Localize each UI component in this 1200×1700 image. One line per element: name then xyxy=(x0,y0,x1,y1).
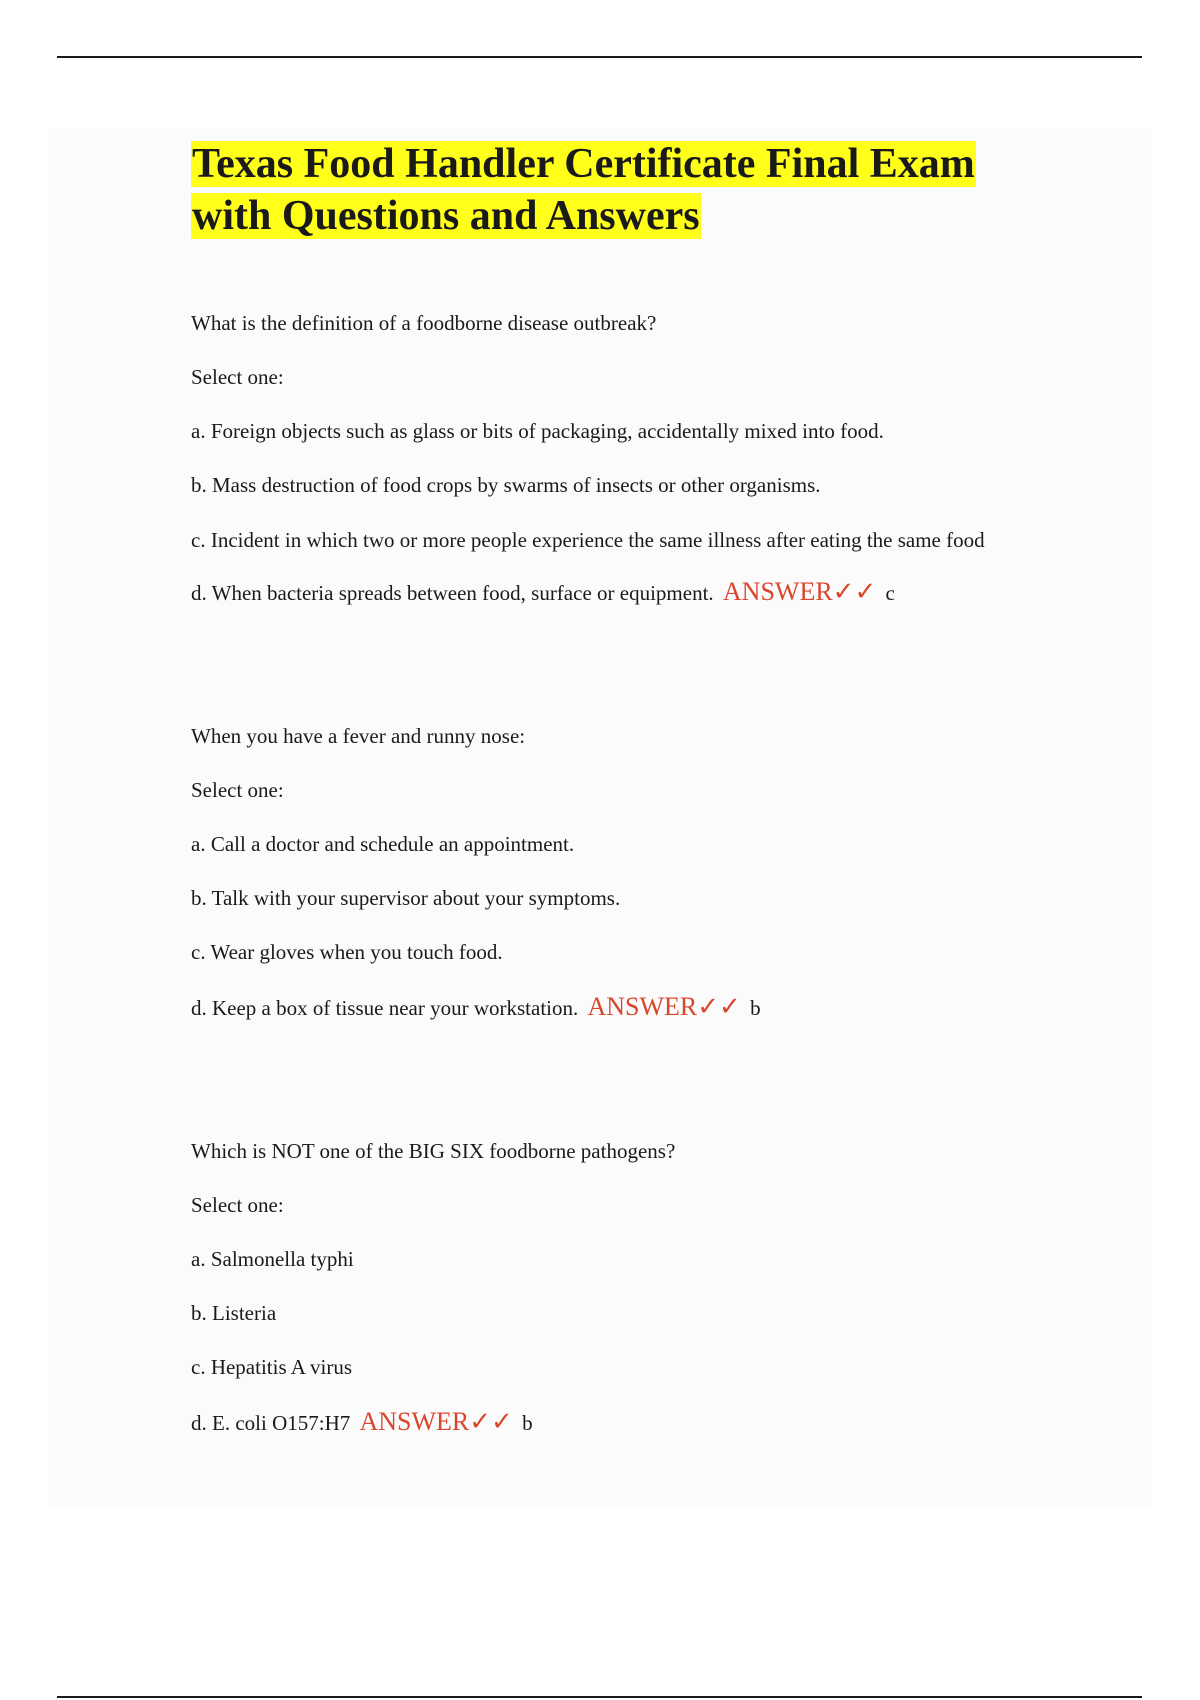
question-2 xyxy=(191,717,1041,1028)
option-c: c. Incident in which two or more people experience the same illness after eating the same food xyxy=(191,528,985,552)
option-a: a. Foreign objects such as glass or bits of packaging, accidentally mixed into food. xyxy=(191,419,884,443)
bottom-rule xyxy=(57,1696,1142,1698)
answer-letter: b xyxy=(522,1411,533,1435)
question-text: Which is NOT one of the BIG SIX foodborne pathogens? xyxy=(191,1139,676,1163)
select-one-prompt: Select one: xyxy=(191,1193,284,1217)
option-d-with-answer xyxy=(191,987,1041,1028)
title-line-1: Texas Food Handler Certificate Final Exam xyxy=(192,141,975,187)
option-d-with-answer xyxy=(191,1402,1041,1443)
option-b: b. Mass destruction of food crops by swarms of insects or other organisms. xyxy=(191,473,821,497)
title-line-2: with Questions and Answers xyxy=(192,193,700,239)
option-b: b. Talk with your supervisor about your symptoms. xyxy=(191,886,621,910)
answer-marker: ANSWER✓✓ xyxy=(722,577,877,606)
document-content xyxy=(191,138,1041,1458)
select-one-prompt: Select one: xyxy=(191,365,284,389)
option-b: b. Listeria xyxy=(191,1301,277,1325)
answer-marker: ANSWER✓✓ xyxy=(587,992,741,1021)
option-a: a. Salmonella typhi xyxy=(191,1247,354,1271)
option-d-with-answer xyxy=(191,572,1041,613)
document-title xyxy=(191,138,1041,242)
option-d: d. When bacteria spreads between food, surface or equipment. xyxy=(191,581,714,605)
question-text: What is the definition of a foodborne disease outbreak? xyxy=(191,311,657,335)
option-d: d. E. coli O157:H7 xyxy=(191,1411,351,1435)
question-3 xyxy=(191,1132,1041,1443)
answer-letter: c xyxy=(885,581,895,605)
answer-marker: ANSWER✓✓ xyxy=(359,1407,513,1436)
question-text: When you have a fever and runny nose: xyxy=(191,724,526,748)
option-a: a. Call a doctor and schedule an appointment. xyxy=(191,832,575,856)
top-rule xyxy=(57,56,1142,58)
question-1 xyxy=(191,304,1041,613)
option-c: c. Hepatitis A virus xyxy=(191,1355,352,1379)
select-one-prompt: Select one: xyxy=(191,778,284,802)
option-d: d. Keep a box of tissue near your workstation. xyxy=(191,996,579,1020)
answer-letter: b xyxy=(750,996,761,1020)
option-c: c. Wear gloves when you touch food. xyxy=(191,940,503,964)
